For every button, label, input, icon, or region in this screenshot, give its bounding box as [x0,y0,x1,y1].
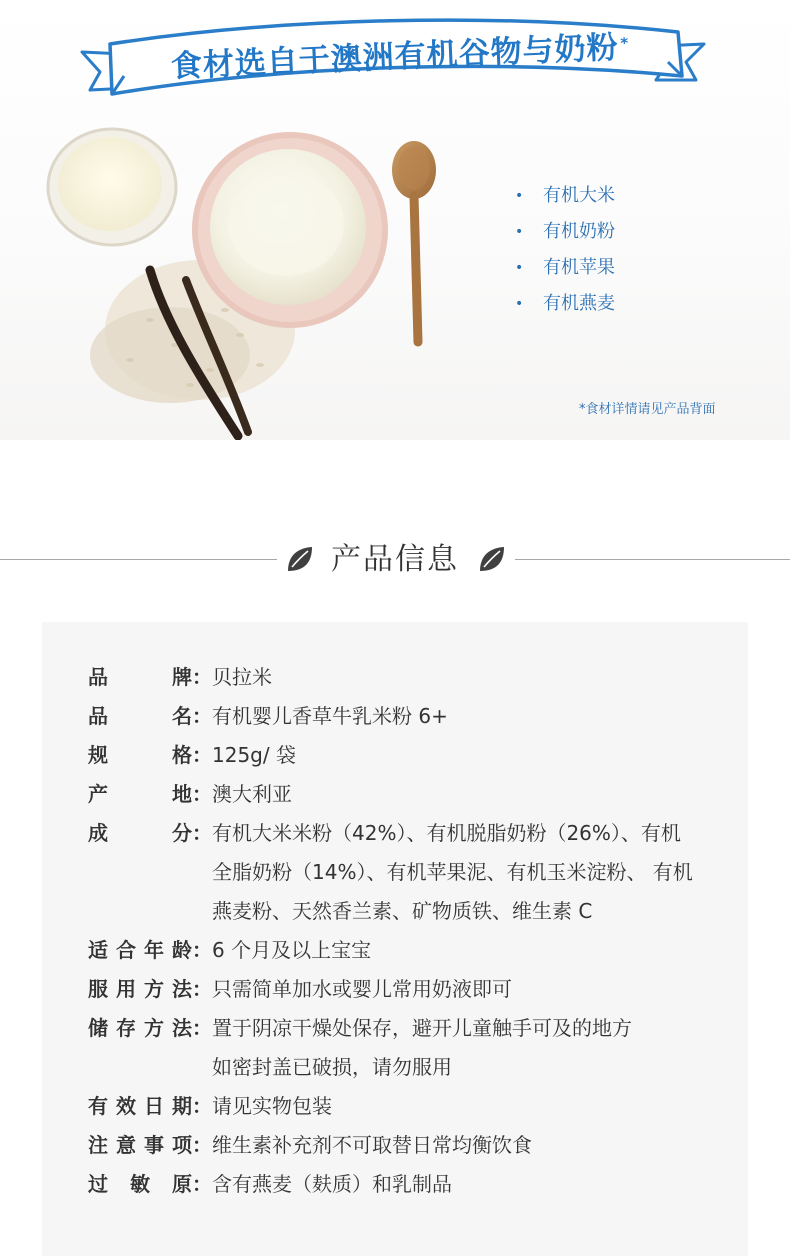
info-label-text [88,970,192,1009]
info-value [212,931,738,970]
banner-title-text: 食材选自于澳洲有机谷物与奶粉 [170,28,620,85]
info-label [88,970,212,1009]
banner-title-mark: * [619,34,630,53]
info-label-colon: ： [192,1094,212,1118]
list-item [515,250,615,286]
info-label-colon: ： [192,782,212,806]
info-label [88,1087,212,1126]
info-value-line: 全脂奶粉（14%）、有机苹果泥、有机玉米淀粉、 有机 [212,860,693,884]
info-label-text [88,814,192,931]
info-label [88,697,212,736]
info-label [88,775,212,814]
food-photo [0,120,470,440]
info-value-line: 贝拉米 [212,665,272,689]
info-label-char: 原 [172,1172,192,1196]
info-row [88,697,738,736]
list-item [515,214,615,250]
info-value-line: 含有燕麦（麸质）和乳制品 [212,1172,452,1196]
info-label-text [88,658,192,697]
list-item [515,178,615,214]
info-label-char: 合 [116,938,136,962]
info-value [212,1009,738,1087]
info-value-line: 维生素补充剂不可取替日常均衡饮食 [212,1133,532,1157]
info-value [212,1165,738,1204]
bullet-icon: • [515,188,524,204]
info-label-colon: ： [192,665,212,689]
info-label-char: 方 [144,1016,164,1040]
ingredient-label: 有机燕麦 [543,293,615,314]
info-value [212,1087,738,1126]
bullet-icon: • [515,296,524,312]
info-label-char: 有 [88,1094,108,1118]
info-value-line: 置于阴凉干燥处保存，避开儿童触手可及的地方 [212,1016,632,1040]
info-row [88,1087,738,1126]
section-title: 产品信息 [331,542,459,577]
info-value-line: 有机大米米粉（42%）、有机脱脂奶粉（26%）、有机 [212,821,681,845]
info-value [212,1126,738,1165]
bullet-icon: • [515,224,524,240]
info-label-text [88,697,192,736]
info-label [88,1009,212,1087]
info-label-char: 项 [172,1133,192,1157]
bullet-icon: • [515,260,524,276]
info-label-text [88,931,192,970]
info-row [88,658,738,697]
info-value [212,697,738,736]
info-label-colon: ： [192,1133,212,1157]
info-label-text [88,1126,192,1165]
info-label-colon: ： [192,821,212,845]
info-label-char: 龄 [172,938,192,962]
info-label-char: 适 [88,938,108,962]
info-label-char: 产 [88,782,108,806]
info-label-text [88,1087,192,1126]
info-value-line: 只需简单加水或婴儿常用奶液即可 [212,977,512,1001]
info-label-char: 服 [88,977,108,1001]
info-label-char: 法 [172,1016,192,1040]
leaf-icon [477,544,507,574]
info-value [212,736,738,775]
hero-section [0,0,790,440]
ingredient-footnote: *食材详情请见产品背面 [579,402,716,417]
info-row [88,970,738,1009]
info-value-line: 燕麦粉、天然香兰素、矿物质铁、维生素 C [212,899,593,923]
product-info-panel [42,622,748,1256]
info-label [88,931,212,970]
info-label-char: 分 [172,821,192,845]
info-row [88,1009,738,1087]
info-value [212,970,738,1009]
info-label-colon: ： [192,977,212,1001]
info-value-line: 请见实物包装 [212,1094,332,1118]
info-label-char: 效 [116,1094,136,1118]
section-header [0,530,790,590]
info-label-colon: ： [192,743,212,767]
info-label-char: 注 [88,1133,108,1157]
leaf-icon [285,544,315,574]
info-label-char: 成 [88,821,108,845]
info-label-colon: ： [192,704,212,728]
info-label-char: 规 [88,743,108,767]
info-label-char: 年 [144,938,164,962]
info-label-char: 储 [88,1016,108,1040]
info-label-text [88,775,192,814]
info-value-line: 6 个月及以上宝宝 [212,938,372,962]
info-row [88,736,738,775]
info-label-char: 法 [172,977,192,1001]
info-label [88,1126,212,1165]
info-label-text [88,1165,192,1204]
product-info-list [88,658,738,1204]
ingredient-label: 有机大米 [543,185,615,206]
ingredient-label: 有机奶粉 [543,221,615,242]
info-label-char: 日 [144,1094,164,1118]
info-value-line: 125g/ 袋 [212,743,296,767]
ingredient-list [515,178,615,322]
info-label [88,814,212,931]
divider-right [515,559,790,560]
info-label-text [88,736,192,775]
info-label-char: 用 [116,977,136,1001]
info-label-char: 牌 [172,665,192,689]
info-row [88,1126,738,1165]
info-row [88,1165,738,1204]
info-value-line: 有机婴儿香草牛乳米粉 6+ [212,704,448,728]
info-label-char: 敏 [130,1172,150,1196]
info-row [88,814,738,931]
info-label [88,658,212,697]
info-label-text [88,1009,192,1087]
info-value [212,658,738,697]
info-row [88,775,738,814]
info-label-char: 品 [88,704,108,728]
info-label [88,736,212,775]
info-value [212,814,738,931]
info-label-char: 地 [172,782,192,806]
info-label-char: 方 [144,977,164,1001]
info-label-char: 格 [172,743,192,767]
info-label-char: 名 [172,704,192,728]
info-label [88,1165,212,1204]
info-value [212,775,738,814]
info-label-colon: ： [192,1172,212,1196]
ingredient-label: 有机苹果 [543,257,615,278]
list-item [515,286,615,322]
info-label-colon: ： [192,1016,212,1040]
info-value-line: 澳大利亚 [212,782,292,806]
info-label-char: 期 [172,1094,192,1118]
divider-left [0,559,277,560]
info-label-char: 过 [88,1172,108,1196]
info-label-char: 事 [144,1133,164,1157]
info-value-line: 如密封盖已破损，请勿服用 [212,1055,452,1079]
info-label-char: 存 [116,1016,136,1040]
info-label-char: 意 [116,1133,136,1157]
info-label-char: 品 [88,665,108,689]
info-row [88,931,738,970]
info-label-colon: ： [192,938,212,962]
